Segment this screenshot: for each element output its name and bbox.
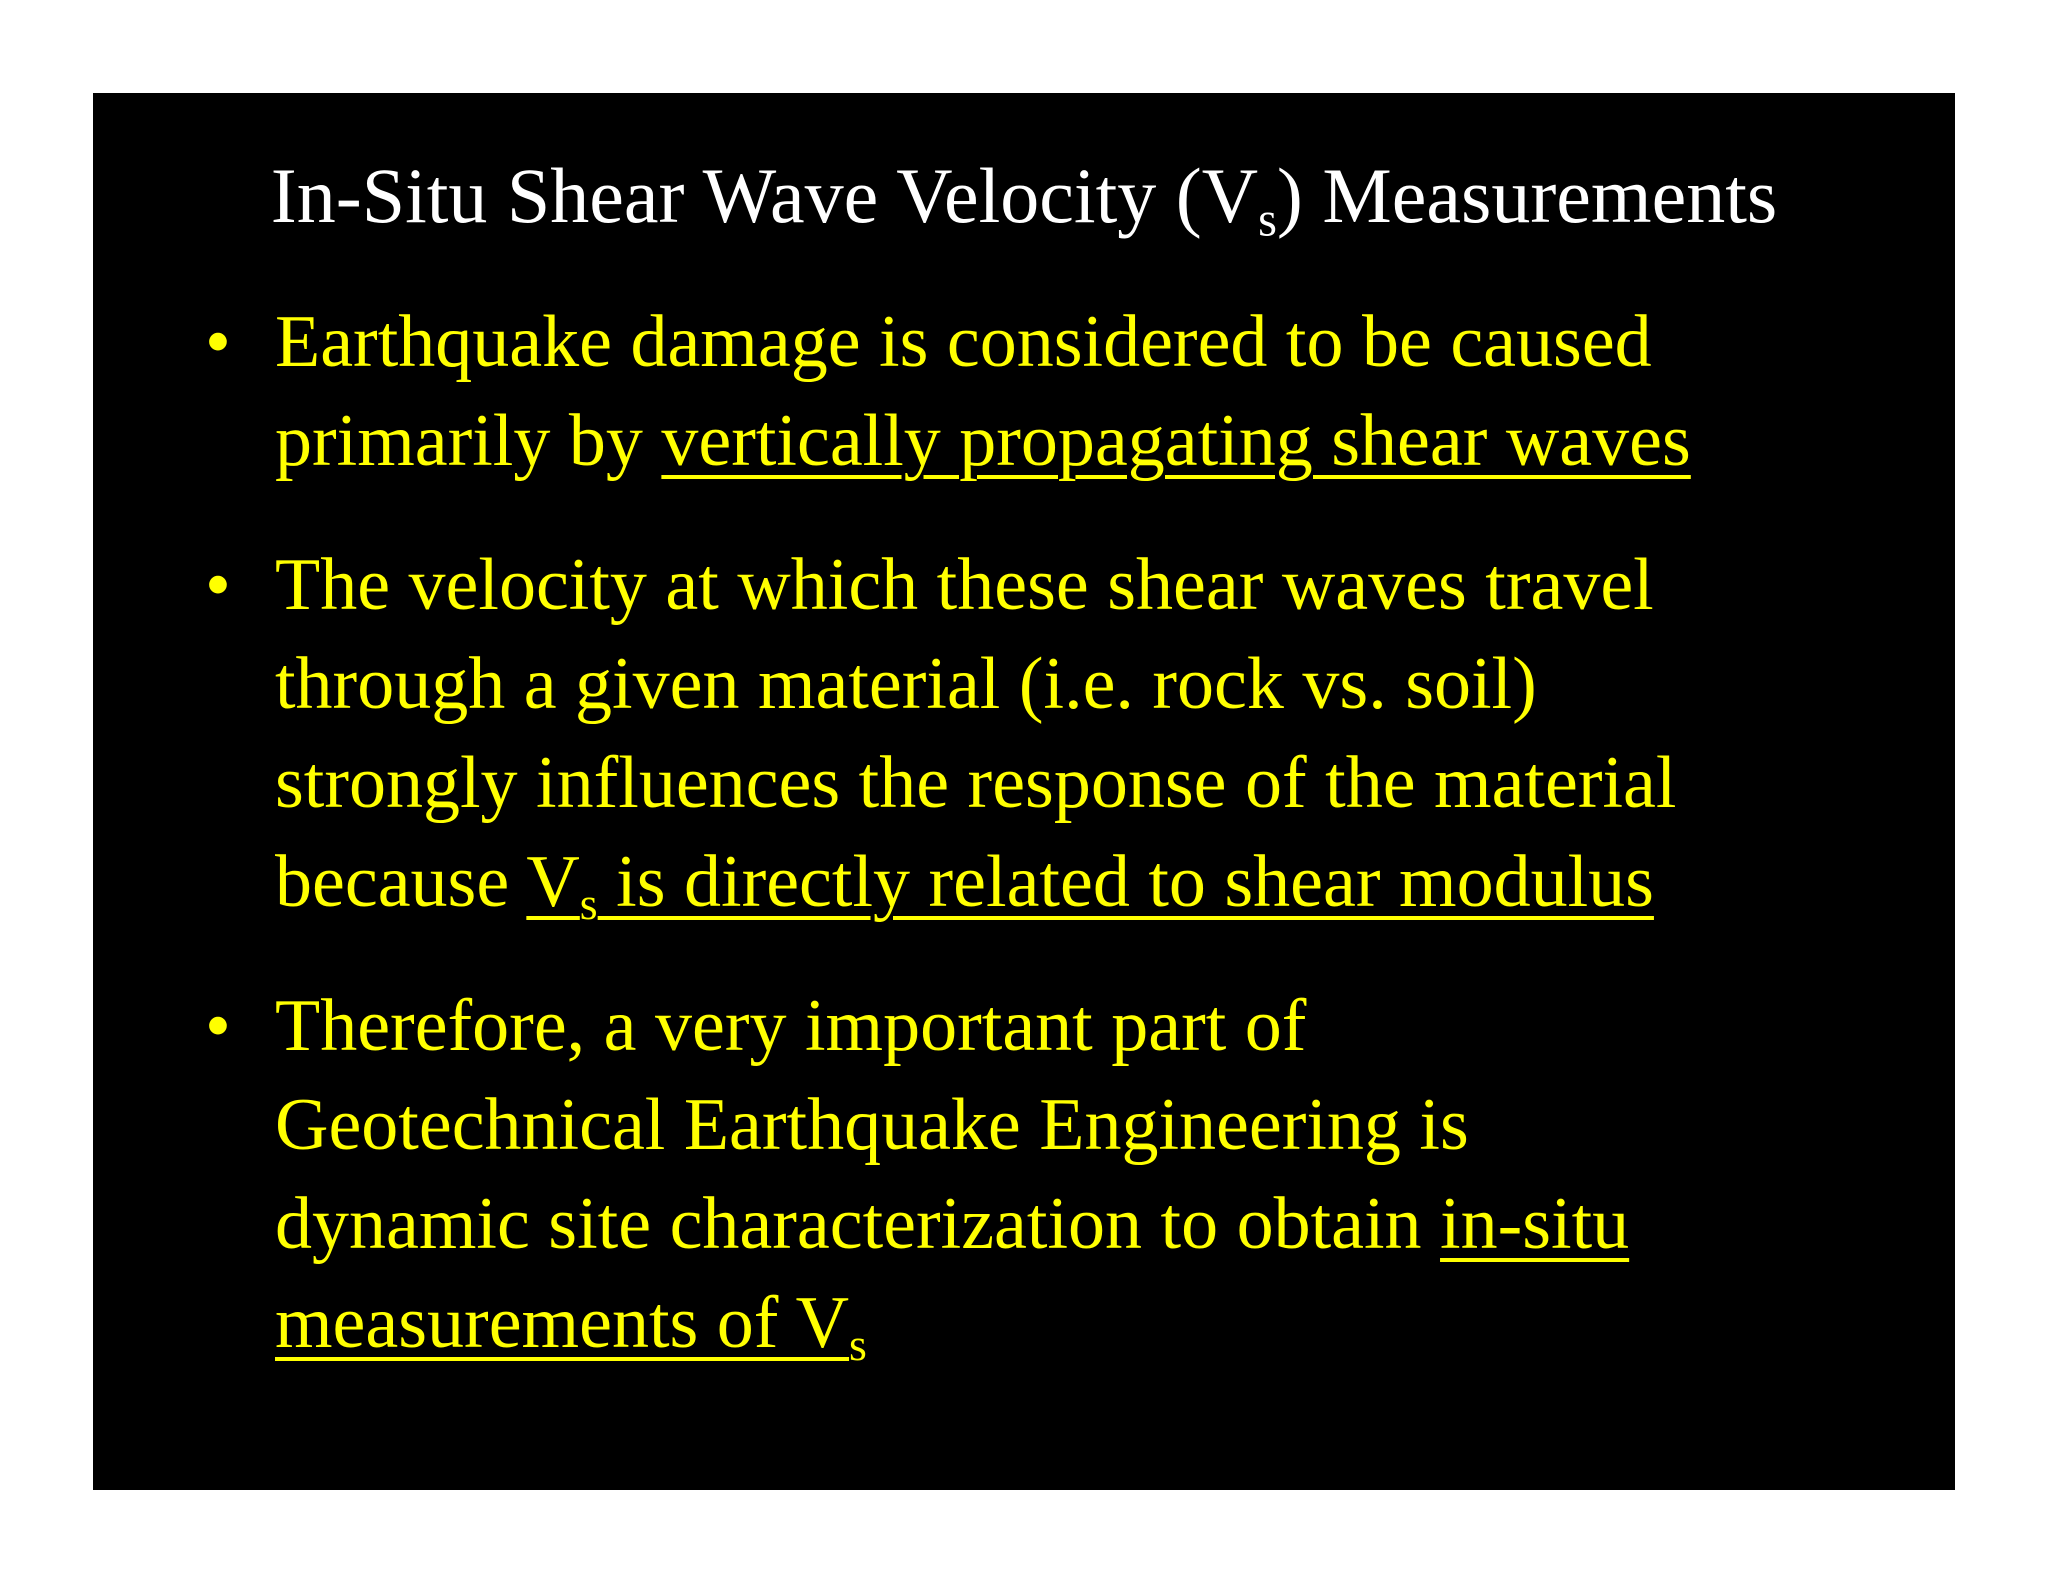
bullet-2-vs-symbol: V [526, 841, 580, 923]
bullet-1-underlined-text: vertically propagating shear waves [661, 400, 1691, 482]
bullet-2-plain-text: because [275, 841, 527, 923]
bullet-3-measurements-text: measurements of V [275, 1282, 850, 1364]
bullet-item-2 [205, 536, 1915, 932]
title-suffix: ) Measurements [1276, 152, 1778, 239]
bullet-3-line-4 [275, 1274, 1915, 1373]
bullet-3-plain-text: dynamic site characterization to obtain [275, 1183, 1441, 1265]
bullet-item-1 [205, 293, 1915, 491]
bullet-3-line-2: Geotechnical Earthquake Engineering is [275, 1084, 1469, 1166]
bullet-list [205, 293, 1915, 1418]
bullet-2-line-4 [275, 833, 1915, 932]
bullet-2-underlined-text [526, 841, 1654, 929]
slide-title [93, 151, 1955, 247]
bullet-1-line-1: Earthquake damage is considered to be caused [275, 301, 1652, 383]
title-subscript: s [1258, 193, 1277, 247]
bullet-3-line-1: Therefore, a very important part of [275, 985, 1307, 1067]
bullet-3-vs-subscript: s [849, 1318, 867, 1370]
bullet-dot-icon: • [205, 544, 231, 626]
bullet-2-line-2: through a given material (i.e. rock vs. soil) [275, 643, 1537, 725]
bullet-item-3 [205, 977, 1915, 1373]
bullet-dot-icon: • [205, 985, 231, 1067]
bullet-3-underlined-text: in-situ [1440, 1183, 1630, 1265]
bullet-1-plain-text: primarily by [275, 400, 662, 482]
bullet-1-line-2 [275, 392, 1915, 491]
slide [93, 93, 1955, 1490]
bullet-3-underlined-measurements [275, 1282, 867, 1370]
bullet-dot-icon: • [205, 301, 231, 383]
bullet-2-underlined-rest: is directly related to shear modulus [597, 841, 1654, 923]
bullet-3-line-3 [275, 1175, 1915, 1274]
title-prefix: In-Situ Shear Wave Velocity (V [270, 152, 1259, 239]
bullet-2-vs-subscript: s [579, 877, 598, 929]
bullet-2-line-3: strongly influences the response of the material [275, 742, 1677, 824]
bullet-2-line-1: The velocity at which these shear waves travel [275, 544, 1654, 626]
